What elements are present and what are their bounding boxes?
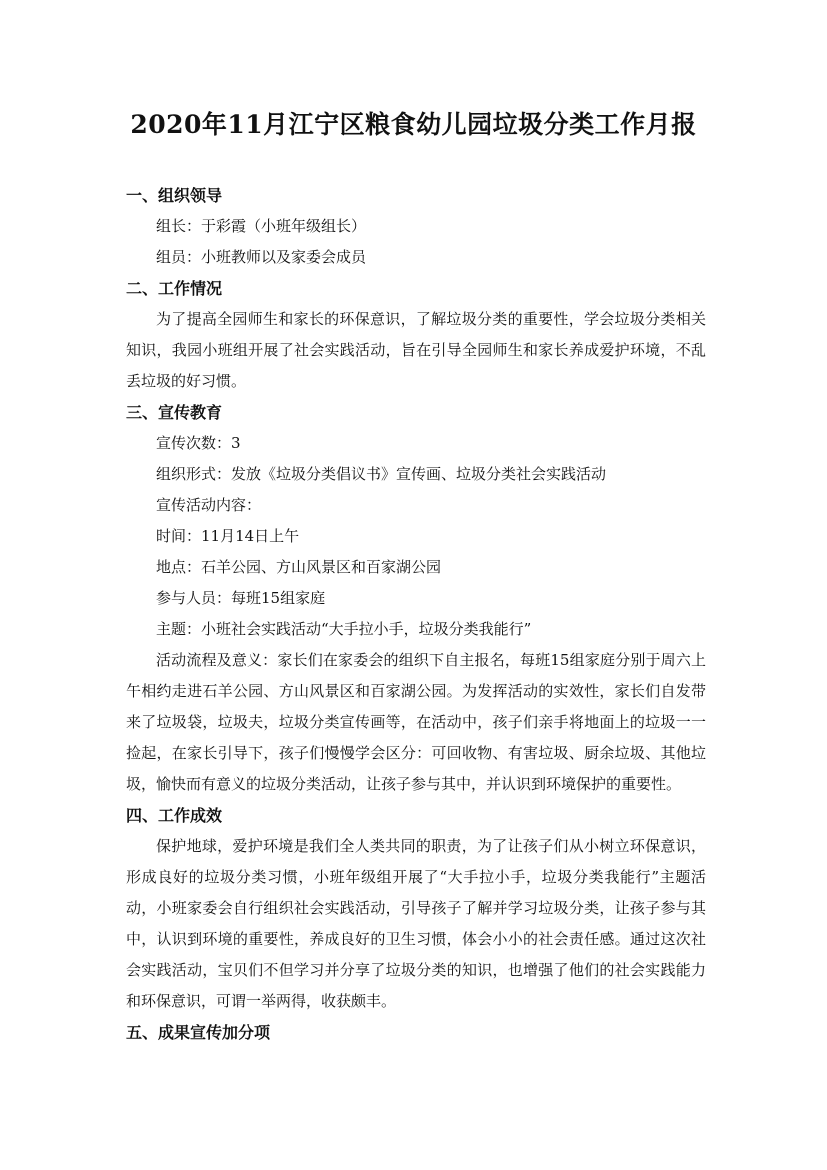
section-heading-work: 二、工作情况 — [126, 279, 223, 298]
org-leader: 组长：于彩霞（小班年级组长） — [156, 217, 367, 235]
work-paragraph: 为了提高全园师生和家长的环保意识，了解垃圾分类的重要性，学会垃圾分类相关知识，我园小班组开展了社会实践活动，旨在引导全园师生和家长养成爱护环境，不乱丢垃圾的好习惯。 — [126, 310, 706, 390]
document-body — [126, 180, 706, 1048]
publicity-time: 时间：11月14日上午 — [156, 527, 300, 545]
publicity-place: 地点：石羊公园、方山风景区和百家湖公园 — [156, 558, 442, 576]
section-heading-results: 四、工作成效 — [126, 806, 223, 825]
org-members: 组员：小班教师以及家委会成员 — [156, 248, 367, 266]
results-paragraph: 保护地球，爱护环境是我们全人类共同的职责，为了让孩子们从小树立环保意识，形成良好的垃圾分类习惯，小班年级组开展了“大手拉小手，垃圾分类我能行”主题活动，小班家委会自行组织社会实践活动，引导孩子了解并学习垃圾分类，让孩子参与其中，认识到环境的重要性，养成良好的卫生习惯，体会小小的社会责任感。通过这次社会实践活动，宝贝们不但学习并分享了垃圾分类的知识，也增强了他们的社会实践能力和环保意识，可谓一举两得，收获颇丰。 — [126, 837, 706, 1010]
section-heading-org: 一、组织领导 — [126, 186, 223, 205]
publicity-times: 宣传次数：3 — [156, 434, 241, 452]
publicity-participants: 参与人员：每班15组家庭 — [156, 589, 326, 607]
section-heading-publicity: 三、宣传教育 — [126, 403, 223, 422]
publicity-process-paragraph: 活动流程及意义：家长们在家委会的组织下自主报名，每班15组家庭分别于周六上午相约走进石羊公园、方山风景区和百家湖公园。为发挥活动的实效性，家长们自发带来了垃圾袋，垃圾夫，垃圾分类宣传画等，在活动中，孩子们亲手将地面上的垃圾一一捡起，在家长引导下，孩子们慢慢学会区分：可回收物、有害垃圾、厨余垃圾、其他垃圾，愉快而有意义的垃圾分类活动，让孩子参与其中，并认识到环境保护的重要性。 — [126, 651, 706, 793]
section-heading-bonus: 五、成果宣传加分项 — [126, 1023, 271, 1042]
publicity-content-label: 宣传活动内容： — [156, 496, 262, 514]
publicity-form: 组织形式：发放《垃圾分类倡议书》宣传画、垃圾分类社会实践活动 — [156, 465, 607, 483]
publicity-theme: 主题：小班社会实践活动“大手拉小手，垃圾分类我能行” — [156, 620, 532, 638]
page-title: 2020年11月江宁区粮食幼儿园垃圾分类工作月报 — [130, 110, 697, 139]
